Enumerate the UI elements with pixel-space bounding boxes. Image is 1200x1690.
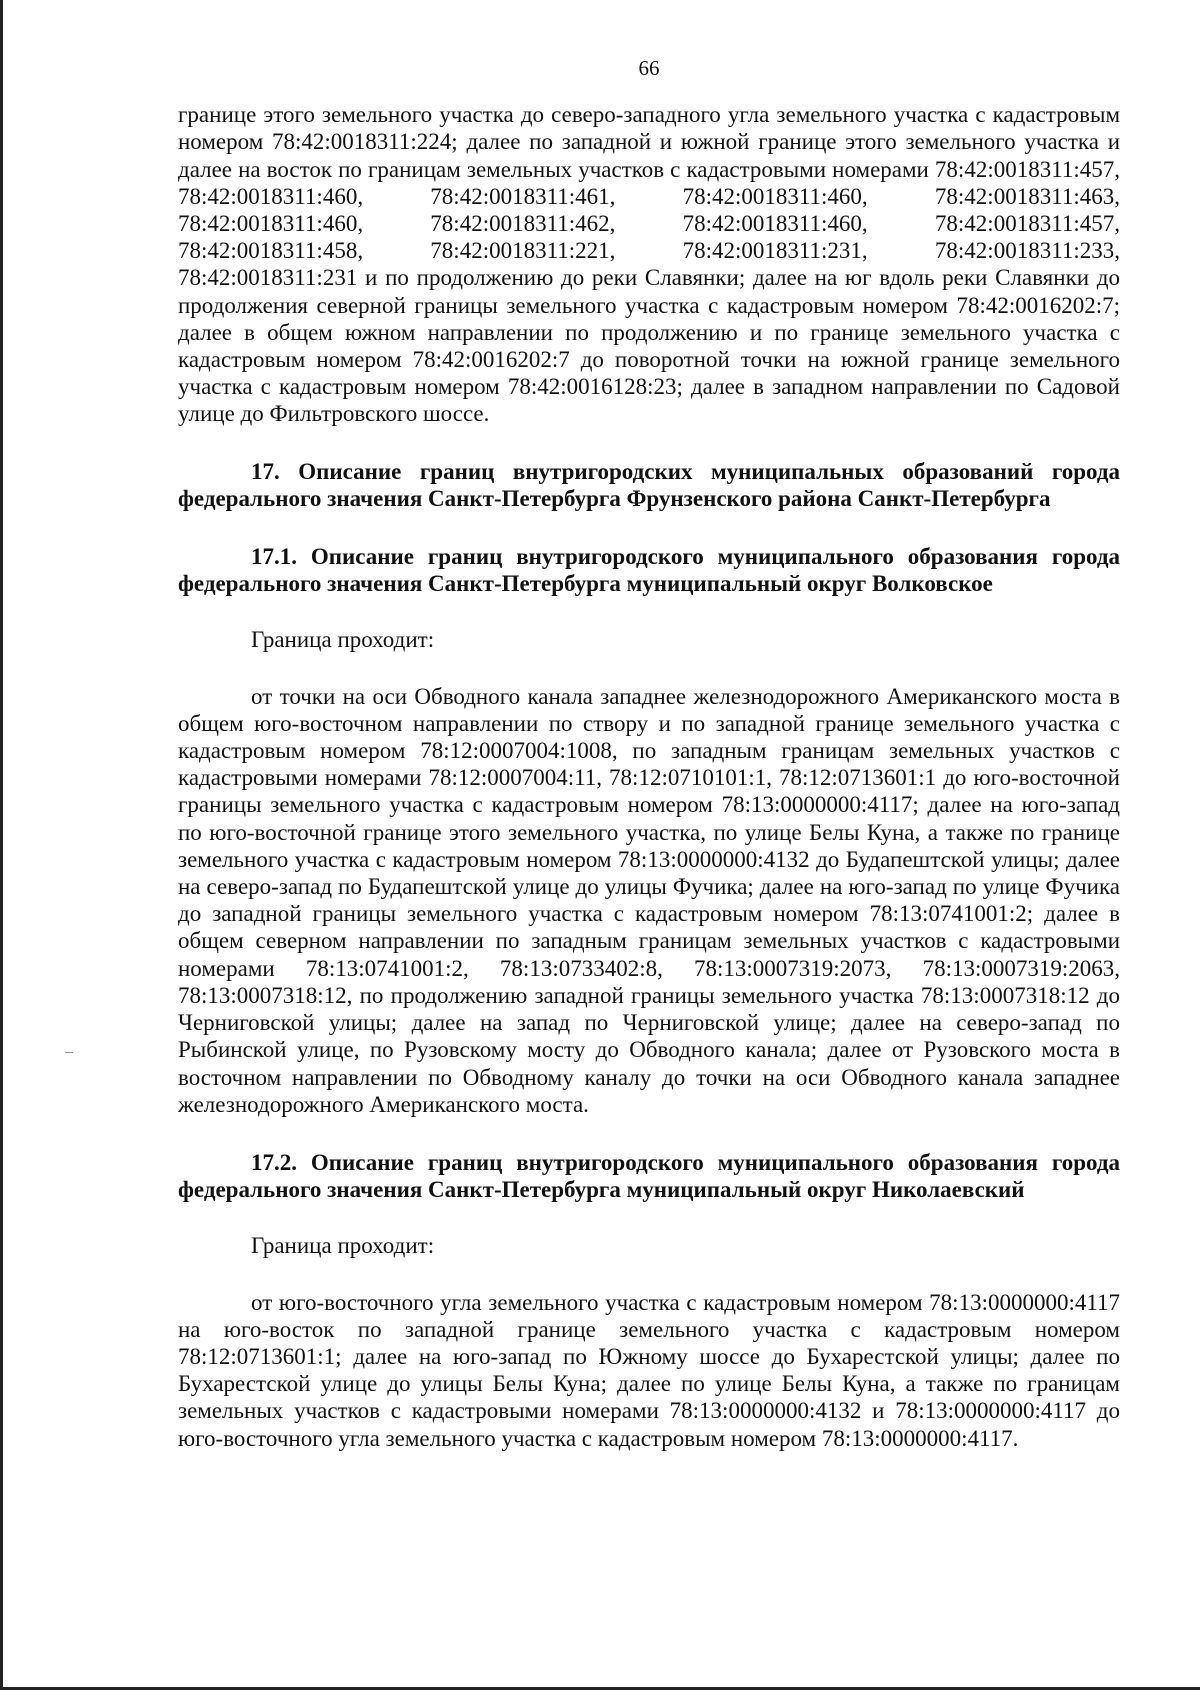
section-17-2-label: Граница проходит:: [251, 1233, 435, 1259]
section-17-1-label: Граница проходит:: [251, 627, 435, 653]
section-17-heading: 17. Описание границ внутригородских муниципальных образований города федерального значения Санкт-Петербурга Фрунзенского района Санкт-Петербурга: [178, 458, 1120, 511]
scan-mark: [65, 1052, 73, 1053]
document-body: [178, 55, 1120, 1452]
intro-paragraph: границе этого земельного участка до северо-западного угла земельного участка с кадастровым номером 78:42:0018311:224; далее по западной и южной границе этого земельного участка и далее на восток по границам земельных участков с кадастровыми номерами 78:42:0018311:457, 78:42:0018311:460, 78:42:0018311:461, 78:42:0018311:460, 78:42:0018311:463, 78:42:0018311:460, 78:42:0018311:462, 78:42:0018311:460, 78:42:0018311:457, 78:42:0018311:458, 78:42:0018311:221, 78:42:0018311:231, 78:42:0018311:233, 78:42:0018311:231 и по продолжению до реки Славянки; далее на юг вдоль реки Славянки до продолжения северной границы земельного участка с кадастровым номером 78:42:0016202:7; далее в общем южном направлении по продолжению и по границе земельного участка с кадастровым номером 78:42:0016202:7 до поворотной точки на южной границе земельного участка с кадастровым номером 78:42:0016128:23; далее в западном направлении по Садовой улице до Фильтровского шоссе.: [178, 102, 1120, 427]
section-17-1-heading: 17.1. Описание границ внутригородского муниципального образования города федерального значения Санкт-Петербурга муниципальный округ Волковское: [178, 544, 1120, 597]
section-17-2-body: от юго-восточного угла земельного участка с кадастровым номером 78:13:0000000:4117 на юго-восток по западной границе земельного участка с кадастровым номером 78:12:0713601:1; далее на юго-запад по Южному шоссе до Бухарестской улицы; далее по Бухарестской улице до улицы Белы Куна; далее по улице Белы Куна, а также по границам земельных участков с кадастровыми номерами 78:13:0000000:4132 и 78:13:0000000:4117 до юго-восточного угла земельного участка с кадастровым номером 78:13:0000000:4117.: [178, 1289, 1120, 1451]
section-17-2-heading: 17.2. Описание границ внутригородского муниципального образования города федерального значения Санкт-Петербурга муниципальный округ Николаевский: [178, 1149, 1120, 1203]
section-17-1-body: от точки на оси Обводного канала западнее железнодорожного Американского моста в общем юго-восточном направлении по створу и по западной границе земельного участка с кадастровым номером 78:12:0007004:1008, по западным границам земельных участков с кадастровыми номерами 78:12:0007004:11, 78:12:0710101:1, 78:12:0713601:1 до юго-восточной границы земельного участка с кадастровым номером 78:13:0000000:4117; далее на юго-запад по юго-восточной границе этого земельного участка, по улице Белы Куна, а также по границе земельного участка с кадастровым номером 78:13:0000000:4132 до Будапештской улицы; далее на северо-запад по Будапештской улице до улицы Фучика; далее на юго-запад по улице Фучика до западной границы земельного участка с кадастровым номером 78:13:0741001:2; далее в общем северном направлении по западным границам земельных участков с кадастровыми номерами 78:13:0741001:2, 78:13:0733402:8, 78:13:0007319:2073, 78:13:0007319:2063, 78:13:0007318:12, по продолжению западной границы земельного участка 78:13:0007318:12 до Черниговской улицы; далее на запад по Черниговской улице; далее на северо-запад по Рыбинской улице, по Рузовскому мосту до Обводного канала; далее от Рузовского моста в восточном направлении по Обводному каналу до точки на оси Обводного канала западнее железнодорожного Американского моста.: [178, 683, 1120, 1117]
page-number: 66: [638, 56, 660, 80]
